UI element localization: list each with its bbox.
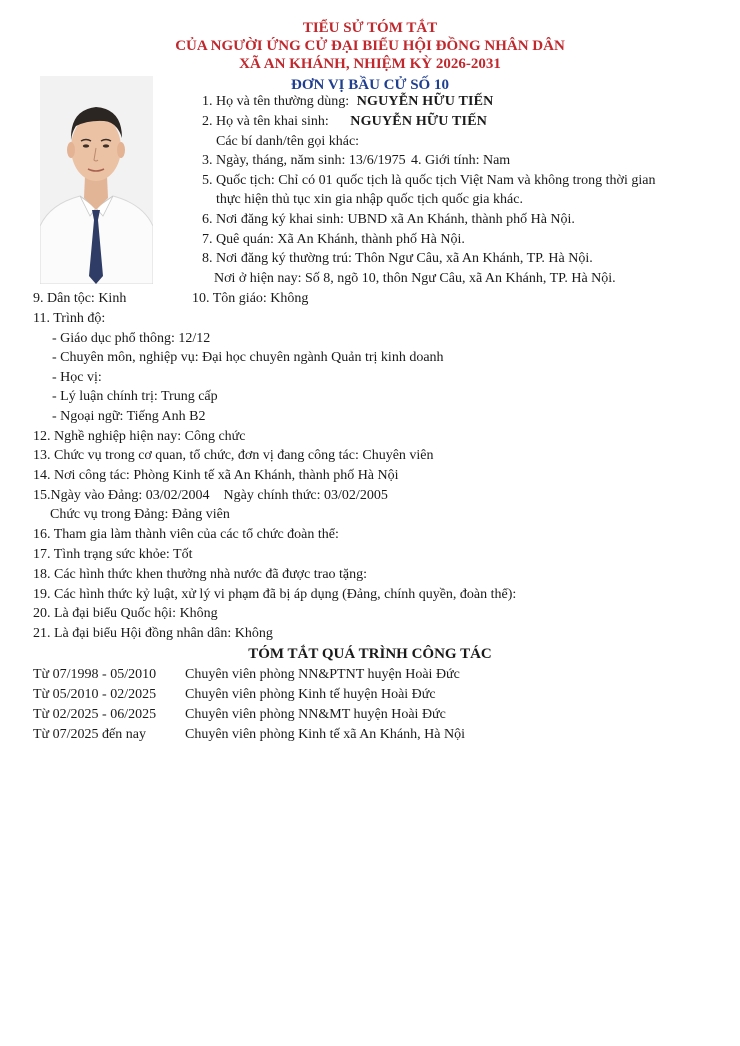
field-birth-name bbox=[202, 113, 487, 131]
doc-title: TIỂU SỬ TÓM TẮT bbox=[302, 20, 438, 36]
field-common-name bbox=[202, 93, 494, 111]
work-description: Chuyên viên phòng NN&PTNT huyện Hoài Đức bbox=[185, 667, 460, 682]
field-specialization: - Chuyên môn, nghiệp vụ: Đại học chuyên ngành Quản trị kinh doanh bbox=[52, 350, 444, 365]
field-occupation: 12. Nghề nghiệp hiện nay: Công chức bbox=[33, 429, 246, 444]
field-hometown: 7. Quê quán: Xã An Khánh, thành phố Hà Nội. bbox=[202, 232, 465, 247]
field-religion: 10. Tôn giáo: Không bbox=[192, 291, 309, 306]
work-period: Từ 05/2010 - 02/2025 bbox=[33, 687, 157, 702]
field-position: 13. Chức vụ trong cơ quan, tổ chức, đơn vị đang công tác: Chuyên viên bbox=[33, 448, 434, 463]
field-awards: 18. Các hình thức khen thưởng nhà nước đã được trao tặng: bbox=[33, 567, 368, 582]
field-permanent-residence: 8. Nơi đăng ký thường trú: Thôn Ngư Câu, xã An Khánh, TP. Hà Nội. bbox=[202, 251, 593, 266]
doc-subtitle: CỦA NGƯỜI ỨNG CỬ ĐẠI BIỂU HỘI ĐỒNG NHÂN DÂN bbox=[175, 38, 565, 54]
field-birth-name-label: 2. Họ và tên khai sinh: bbox=[202, 114, 329, 129]
portrait-image bbox=[40, 76, 153, 284]
field-national-assembly: 20. Là đại biểu Quốc hội: Không bbox=[33, 606, 218, 621]
field-current-residence: Nơi ở hiện nay: Số 8, ngõ 10, thôn Ngư Câu, xã An Khánh, TP. Hà Nội. bbox=[214, 271, 616, 286]
field-political-theory: - Lý luận chính trị: Trung cấp bbox=[52, 389, 218, 404]
field-foreign-language: - Ngoại ngữ: Tiếng Anh B2 bbox=[52, 409, 206, 424]
field-nationality-cont: thực hiện thủ tục xin gia nhập quốc tịch quốc gia khác. bbox=[216, 192, 523, 207]
field-peoples-council: 21. Là đại biểu Hội đồng nhân dân: Không bbox=[33, 626, 273, 641]
field-education: 11. Trình độ: bbox=[33, 311, 106, 326]
field-organizations: 16. Tham gia làm thành viên của các tổ chức đoàn thể: bbox=[33, 527, 339, 542]
work-period: Từ 07/2025 đến nay bbox=[33, 727, 146, 742]
work-description: Chuyên viên phòng Kinh tế xã An Khánh, Hà Nội bbox=[185, 727, 465, 742]
doc-subtitle-term: XÃ AN KHÁNH, NHIỆM KỲ 2026-2031 bbox=[239, 56, 501, 72]
work-period: Từ 02/2025 - 06/2025 bbox=[33, 707, 157, 722]
work-row bbox=[33, 706, 446, 724]
field-general-education: - Giáo dục phổ thông: 12/12 bbox=[52, 331, 211, 346]
work-description: Chuyên viên phòng NN&MT huyện Hoài Đức bbox=[185, 707, 446, 722]
field-gender: 4. Giới tính: Nam bbox=[411, 153, 511, 168]
field-birth-name-value: NGUYỄN HỮU TIẾN bbox=[350, 114, 488, 129]
field-date-of-birth: 3. Ngày, tháng, năm sinh: 13/6/1975 bbox=[202, 153, 406, 168]
work-row bbox=[33, 666, 460, 684]
field-nationality: 5. Quốc tịch: Chỉ có 01 quốc tịch là quốc tịch Việt Nam và không trong thời gian bbox=[202, 173, 656, 188]
field-common-name-label: 1. Họ và tên thường dùng: bbox=[202, 94, 350, 109]
work-history-title: TÓM TẮT QUÁ TRÌNH CÔNG TÁC bbox=[248, 646, 492, 662]
electoral-unit: ĐƠN VỊ BẦU CỬ SỐ 10 bbox=[291, 77, 449, 93]
field-degree: - Học vị: bbox=[52, 370, 102, 385]
field-ethnicity: 9. Dân tộc: Kinh bbox=[33, 291, 127, 306]
candidate-portrait bbox=[40, 76, 153, 284]
field-birth-registration: 6. Nơi đăng ký khai sinh: UBND xã An Khánh, thành phố Hà Nội. bbox=[202, 212, 575, 227]
work-row bbox=[33, 686, 436, 704]
field-party-position: Chức vụ trong Đảng: Đảng viên bbox=[50, 507, 230, 522]
field-workplace: 14. Nơi công tác: Phòng Kinh tế xã An Khánh, thành phố Hà Nội bbox=[33, 468, 399, 483]
work-period: Từ 07/1998 - 05/2010 bbox=[33, 667, 157, 682]
field-health: 17. Tình trạng sức khỏe: Tốt bbox=[33, 547, 193, 562]
work-row bbox=[33, 726, 465, 744]
work-description: Chuyên viên phòng Kinh tế huyện Hoài Đức bbox=[185, 687, 436, 702]
field-discipline: 19. Các hình thức kỷ luật, xử lý vi phạm đã bị áp dụng (Đảng, chính quyền, đoàn thể): bbox=[33, 587, 517, 602]
field-alias: Các bí danh/tên gọi khác: bbox=[216, 134, 360, 149]
field-party-dates: 15.Ngày vào Đảng: 03/02/2004 Ngày chính thức: 03/02/2005 bbox=[33, 488, 388, 503]
field-common-name-value: NGUYỄN HỮU TIẾN bbox=[356, 94, 494, 109]
